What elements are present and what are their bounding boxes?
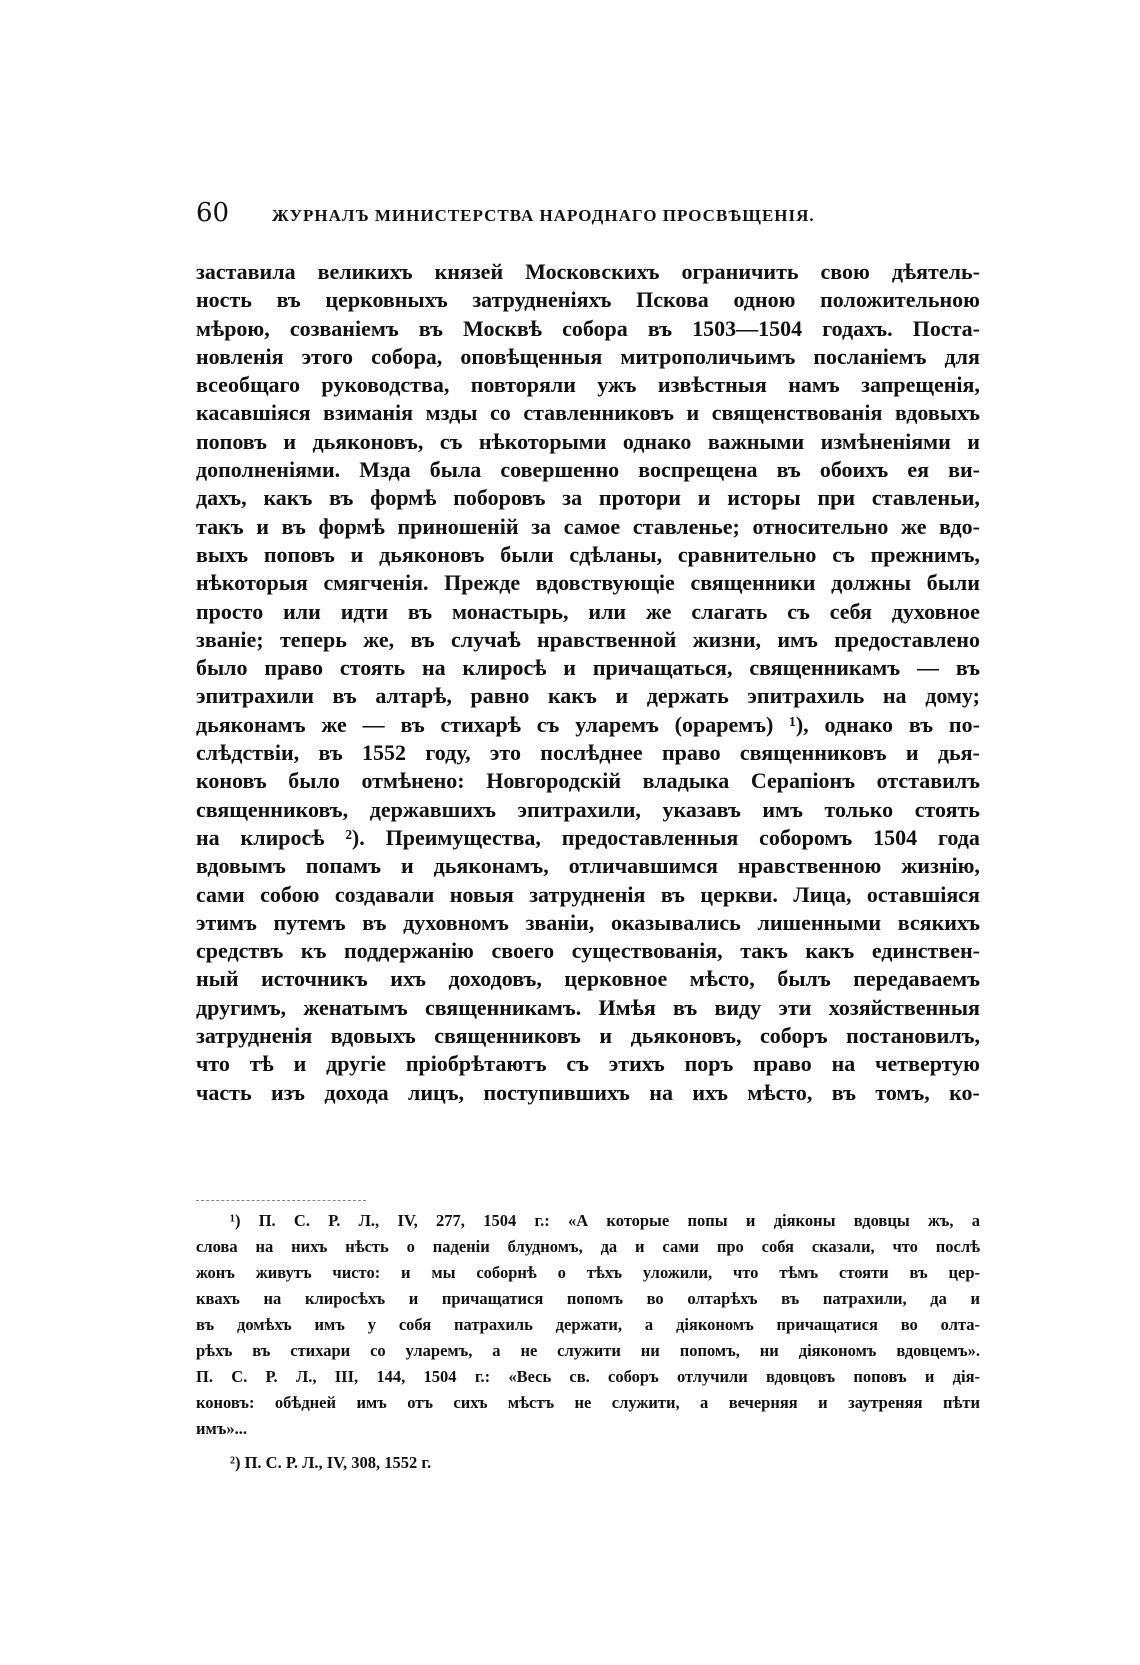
body-line: новленія этого собора, оповѣщенныя митрополичьимъ посланіемъ для bbox=[196, 343, 980, 369]
footnote-line: въ домѣхъ имъ у собя патрахиль держати, а діякономъ причащатися во олта- bbox=[196, 1315, 980, 1334]
body-line: коновъ было отмѣнено: Новгородскій владыка Серапіонъ отставилъ bbox=[196, 768, 980, 794]
running-title: ЖУРНАЛЪ МИНИСТЕРСТВА НАРОДНАГО ПРОСВѢЩЕНІЯ. bbox=[272, 206, 815, 225]
body-line: затрудненія вдовыхъ священниковъ и дьяконовъ, соборъ постановилъ, bbox=[196, 1023, 980, 1049]
body-line: было право стоять на клиросѣ и причащаться, священникамъ — въ bbox=[196, 655, 980, 681]
body-line: поповъ и дьяконовъ, съ нѣкоторыми однако важными измѣненіями и bbox=[196, 428, 980, 454]
body-line: что тѣ и другіе пріобрѣтаютъ съ этихъ поръ право на четвертую bbox=[196, 1051, 980, 1077]
body-line: этимъ путемъ въ духовномъ званіи, оказывались лишенными всякихъ bbox=[196, 909, 980, 935]
body-line: заставила великихъ князей Московскихъ ограничить свою дѣятель- bbox=[196, 259, 980, 284]
body-line: часть изъ дохода лицъ, поступившихъ на ихъ мѣсто, въ томъ, ко- bbox=[196, 1079, 980, 1105]
footnote-line: жонъ живутъ чисто: и мы соборнѣ о тѣхъ уложили, что тѣмъ стояти въ цер- bbox=[196, 1263, 980, 1282]
body-line: всеобщаго руководства, повторяли ужъ извѣстныя намъ запрещенія, bbox=[196, 372, 980, 398]
body-line: эпитрахили въ алтарѣ, равно какъ и держать эпитрахиль на дому; bbox=[196, 683, 980, 709]
footnote-line: имъ»... bbox=[196, 1419, 247, 1438]
body-line: другимъ, женатымъ священникамъ. Имѣя въ виду эти хозяйственныя bbox=[196, 994, 980, 1020]
body-line: такъ и въ формѣ приношеній за самое ставленье; относительно же вдо- bbox=[196, 513, 980, 539]
body-line: просто или идти въ монастырь, или же слагать съ себя духовное bbox=[196, 598, 980, 624]
footnote-line: рѣхъ въ стихари со уларемъ, а не служити ни попомъ, ни діякономъ вдовцемъ». bbox=[196, 1341, 980, 1360]
body-line: выхъ поповъ и дьяконовъ были сдѣланы, сравнительно съ прежнимъ, bbox=[196, 541, 980, 567]
body-line: на клиросѣ ²). Преимущества, предоставленныя соборомъ 1504 года bbox=[196, 824, 980, 850]
body-line: касавшіяся взиманія мзды со ставленниковъ и священствованія вдовыхъ bbox=[196, 400, 980, 426]
body-line: вдовымъ попамъ и дьяконамъ, отличавшимся нравственною жизнію, bbox=[196, 853, 980, 879]
body-line: дьяконамъ же — въ стихарѣ съ уларемъ (ораремъ) ¹), однако въ по- bbox=[196, 711, 980, 737]
body-line: ный источникъ ихъ доходовъ, церковное мѣсто, былъ передаваемъ bbox=[196, 966, 980, 992]
body-text bbox=[196, 258, 980, 1107]
body-line: средствъ къ поддержанію своего существованія, такъ какъ единствен- bbox=[196, 938, 980, 964]
body-line: дополненіями. Мзда была совершенно воспрещена въ обоихъ ея ви- bbox=[196, 457, 980, 483]
footnote-divider bbox=[196, 1200, 366, 1201]
footnote-line: П. С. Р. Л., III, 144, 1504 г.: «Весь св. соборъ отлучили вдовцовъ поповъ и дія- bbox=[196, 1367, 980, 1386]
footnote-line: слова на нихъ нѣсть о паденіи блудномъ, да и сами про собя сказали, что послѣ bbox=[196, 1237, 980, 1256]
body-line: дахъ, какъ въ формѣ поборовъ за протори и исторы при ставленьи, bbox=[196, 485, 980, 511]
body-line: священниковъ, державшихъ эпитрахили, указавъ имъ только стоять bbox=[196, 796, 980, 822]
footnote-line: ²) П. С. Р. Л., IV, 308, 1552 г. bbox=[230, 1453, 432, 1472]
page-number: 60 bbox=[196, 198, 230, 228]
page-header bbox=[196, 198, 976, 232]
body-line: мѣрою, созваніемъ въ Москвѣ собора въ 1503—1504 годахъ. Поста- bbox=[196, 315, 980, 341]
body-line: слѣдствіи, въ 1552 году, это послѣднее право священниковъ и дья- bbox=[196, 740, 980, 766]
body-line: званіе; теперь же, въ случаѣ нравственной жизни, имъ предоставлено bbox=[196, 626, 980, 652]
footnote-line: ¹) П. С. Р. Л., IV, 277, 1504 г.: «А которые попы и діяконы вдовцы жъ, а bbox=[230, 1211, 980, 1230]
body-line: ность въ церковныхъ затрудненіяхъ Пскова одною положительною bbox=[196, 287, 980, 313]
footnote-line: квахъ на клиросѣхъ и причащатися попомъ во олтарѣхъ въ патрахили, да и bbox=[196, 1289, 980, 1308]
footnote-line: коновъ: обѣдней имъ отъ сихъ мѣстъ не служити, а вечерняя и заутреняя пѣти bbox=[196, 1393, 980, 1412]
body-line: сами собою создавали новыя затрудненія въ церкви. Лица, оставшіяся bbox=[196, 881, 980, 907]
body-line: нѣкоторыя смягченія. Прежде вдовствующіе священники должны были bbox=[196, 570, 980, 596]
footnotes bbox=[196, 1208, 980, 1476]
